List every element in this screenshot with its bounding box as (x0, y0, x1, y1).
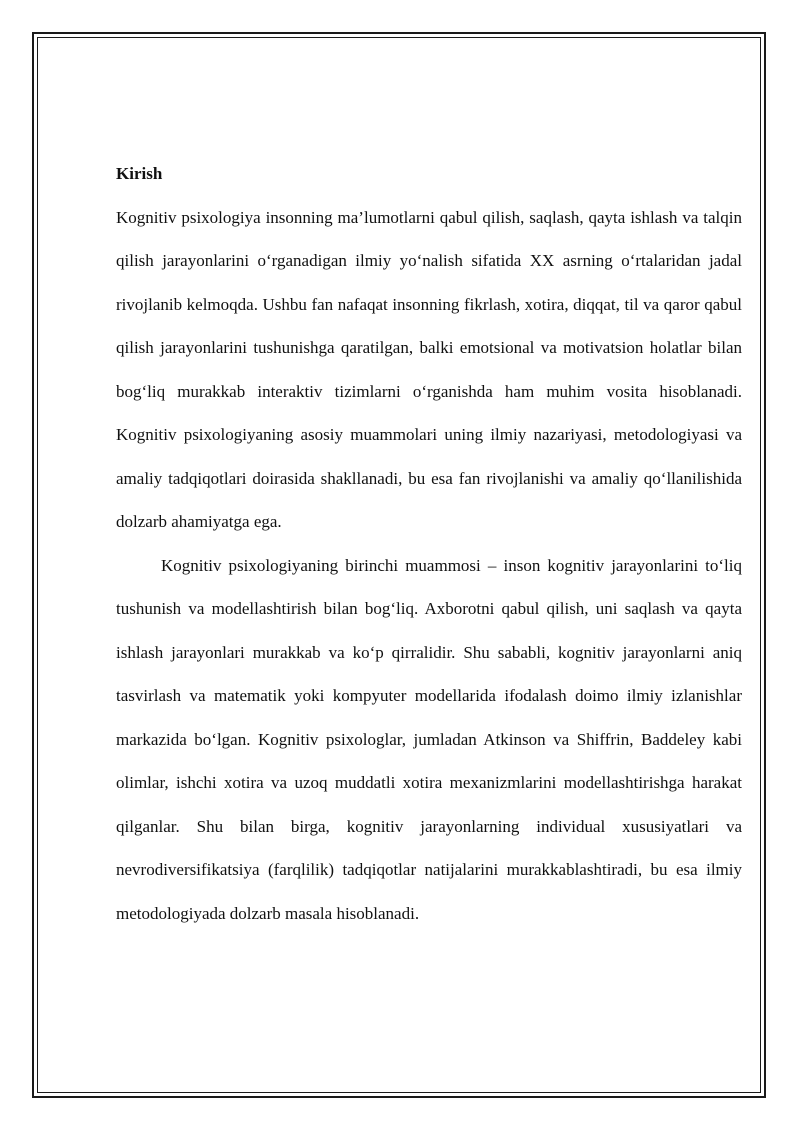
document-body (116, 152, 742, 935)
paragraph-first-problem: Kognitiv psixologiyaning birinchi muammosi – inson kognitiv jarayonlarini to‘liq tushunish va modellashtirish bilan bog‘liq. Axborotni qabul qilish, uni saqlash va qayta ishlash jarayonlari murakkab va ko‘p qirralidir. Shu sababli, kognitiv jarayonlarni aniq tasvirlash va matematik yoki kompyuter modellarida ifodalash doimo ilmiy izlanishlar markazida bo‘lgan. Kognitiv psixologlar, jumladan Atkinson va Shiffrin, Baddeley kabi olimlar, ishchi xotira va uzoq muddatli xotira mexanizmlarini modellashtirishga harakat qilganlar. Shu bilan birga, kognitiv jarayonlarning individual xususiyatlari va nevrodiversifikatsiya (farqlilik) tadqiqotlar natijalarini murakkablashtiradi, bu esa ilmiy metodologiyada dolzarb masala hisoblanadi. (116, 555, 742, 923)
paragraph-intro: Kognitiv psixologiya insonning ma’lumotlarni qabul qilish, saqlash, qayta ishlash va talqin qilish jarayonlarini o‘rganadigan ilmiy yo‘nalish sifatida XX asrning o‘rtalaridan jadal rivojlanib kelmoqda. Ushbu fan nafaqat insonning fikrlash, xotira, diqqat, til va qaror qabul qilish jarayonlarini tushunishga qaratilgan, balki emotsional va motivatsion holatlar bilan bog‘liq murakkab interaktiv tizimlarni o‘rganishda ham muhim vosita hisoblanadi. Kognitiv psixologiyaning asosiy muammolari uning ilmiy nazariyasi, metodologiyasi va amaliy tadqiqotlari doirasida shakllanadi, bu esa fan rivojlanishi va amaliy qo‘llanilishida dolzarb ahamiyatga ega. (116, 207, 742, 531)
section-heading: Kirish (116, 164, 163, 183)
